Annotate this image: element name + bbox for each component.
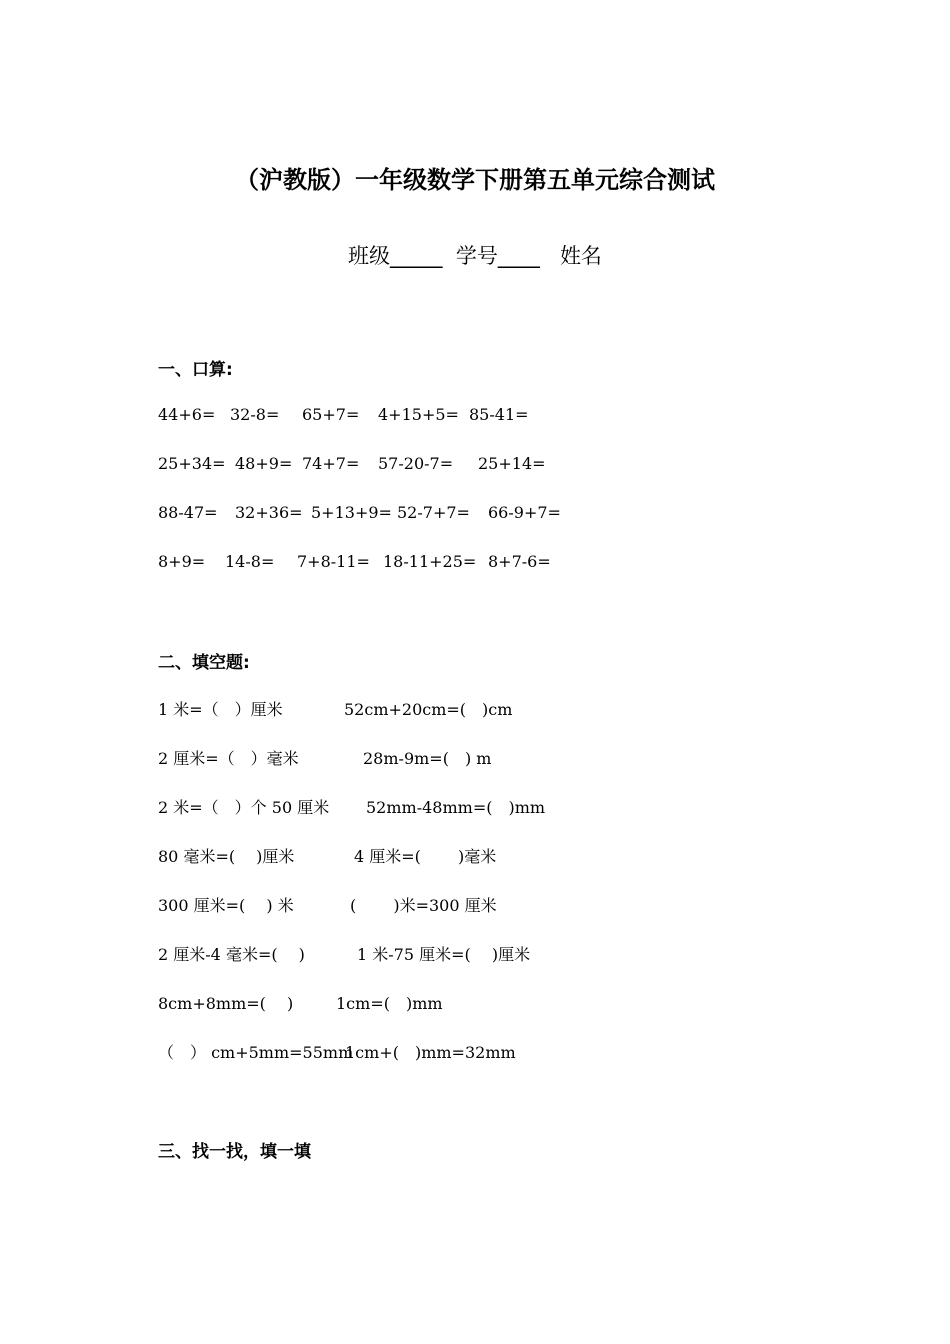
calc-row-4	[158, 552, 551, 576]
class-blank[interactable]: _____	[390, 244, 443, 268]
calc-item: 7+8-11=	[297, 552, 370, 571]
calc-item: 14-8=	[225, 552, 275, 571]
fill-item: 8cm+8mm=( )	[158, 994, 294, 1013]
number-blank[interactable]: ____	[497, 244, 540, 268]
calc-item: 32+36=	[235, 503, 303, 522]
page-title: （沪教版）一年级数学下册第五单元综合测试	[235, 166, 715, 194]
section3-heading: 三、找一找，填一填	[158, 1142, 311, 1162]
calc-item: 5+13+9=	[311, 503, 392, 522]
name-label: 姓名	[559, 244, 602, 268]
fill-item: 2 厘米=（ ）毫米	[158, 749, 299, 768]
fill-item: （ ） cm+5mm=55mm	[158, 1043, 354, 1062]
calc-item: 8+9=	[158, 552, 206, 571]
fill-item: 1 米=（ ）厘米	[158, 700, 283, 719]
calc-row-1	[158, 405, 529, 429]
class-label: 班级	[348, 244, 391, 268]
calc-item: 52-7+7=	[397, 503, 470, 522]
number-label: 学号	[455, 244, 498, 268]
calc-item: 48+9=	[235, 454, 293, 473]
fill-item: ( )米=300 厘米	[350, 896, 497, 915]
fill-row-3	[158, 795, 546, 819]
fill-row-5	[158, 893, 497, 917]
fill-item: 28m-9m=( ) m	[363, 749, 492, 768]
fill-row-7	[158, 991, 443, 1015]
calc-item: 25+34=	[158, 454, 226, 473]
fill-item: 1 米-75 厘米=( )厘米	[357, 945, 531, 964]
calc-item: 4+15+5=	[378, 405, 459, 424]
fill-item: 2 厘米-4 毫米=( )	[158, 945, 305, 964]
calc-item: 66-9+7=	[488, 503, 561, 522]
fill-item: 1cm=( )mm	[336, 994, 443, 1013]
calc-item: 44+6=	[158, 405, 216, 424]
calc-item: 65+7=	[302, 405, 360, 424]
calc-item: 74+7=	[302, 454, 360, 473]
fill-item: 1cm+( )mm=32mm	[345, 1043, 516, 1062]
calc-item: 18-11+25=	[383, 552, 477, 571]
fill-item: 300 厘米=( ) 米	[158, 896, 294, 915]
fill-row-2	[158, 746, 492, 770]
calc-item: 57-20-7=	[378, 454, 454, 473]
calc-item: 85-41=	[469, 405, 529, 424]
fill-item: 52mm-48mm=( )mm	[366, 798, 546, 817]
fill-item: 2 米=（ ）个 50 厘米	[158, 798, 330, 817]
calc-item: 25+14=	[478, 454, 546, 473]
fill-item: 80 毫米=( )厘米	[158, 847, 295, 866]
fill-item: 4 厘米=( )毫米	[354, 847, 497, 866]
student-info-line	[0, 240, 950, 270]
section2-heading: 二、填空题:	[158, 653, 250, 673]
fill-row-1	[158, 697, 513, 721]
section1-heading: 一、口算:	[158, 360, 233, 380]
calc-item: 32-8=	[230, 405, 280, 424]
fill-row-6	[158, 942, 531, 966]
calc-item: 8+7-6=	[488, 552, 551, 571]
fill-row-4	[158, 844, 497, 868]
calc-item: 88-47=	[158, 503, 218, 522]
calc-row-2	[158, 454, 546, 478]
fill-item: 52cm+20cm=( )cm	[344, 700, 513, 719]
fill-row-8	[158, 1040, 516, 1064]
calc-row-3	[158, 503, 561, 527]
